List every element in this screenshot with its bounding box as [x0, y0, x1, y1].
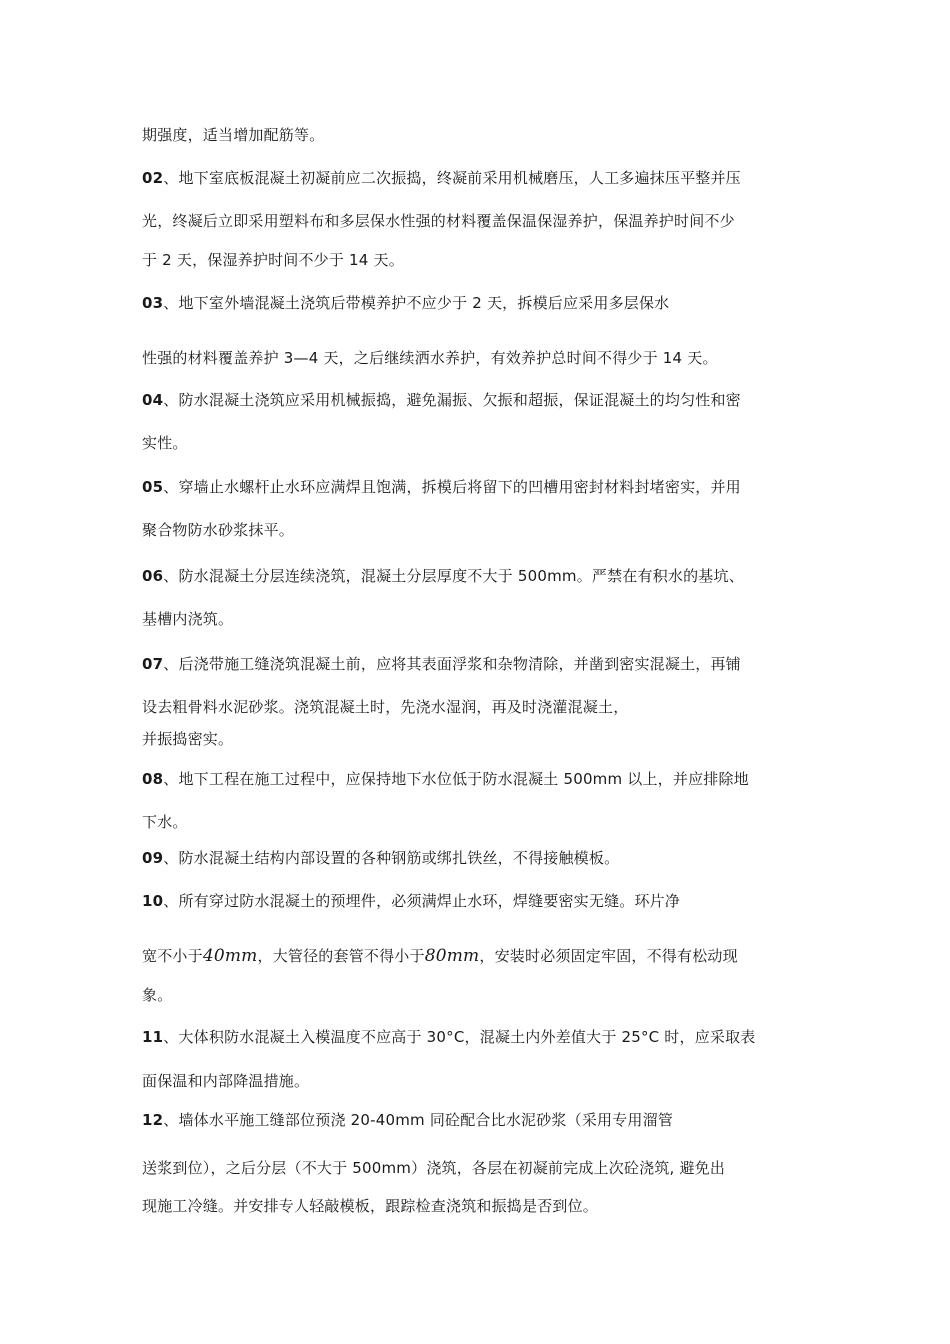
text-line [142, 946, 738, 966]
item-number: 07 [142, 655, 164, 673]
text-line [142, 348, 718, 368]
line-text: 面保温和内部降温措施。 [142, 1072, 310, 1090]
item-09 [142, 848, 619, 868]
text-line [142, 985, 172, 1005]
item-number: 05 [142, 478, 164, 496]
text-line [142, 1196, 598, 1216]
line-text: ，大管径的套管不得小于 [257, 947, 425, 965]
line-text: 于 2 天，保湿养护时间不少于 14 天。 [142, 251, 404, 269]
item-06 [142, 566, 744, 586]
line-text: ，安装时必须固定牢固，不得有松动现 [479, 947, 738, 965]
line-text: 下水。 [142, 813, 188, 831]
text-line [142, 1071, 309, 1091]
line-text: 、防水混凝土浇筑应采用机械振捣，避免漏振、欠振和超振，保证混凝土的均匀性和密 [163, 391, 741, 409]
line-text: 实性。 [142, 434, 188, 452]
item-number: 06 [142, 567, 164, 585]
item-11 [142, 1027, 756, 1047]
item-03 [142, 293, 669, 313]
text-line [142, 1158, 725, 1178]
line-text: 、所有穿过防水混凝土的预埋件，必须满焊止水环，焊缝要密实无缝。环片净 [163, 892, 681, 910]
text-line [142, 433, 188, 453]
line-text: 送浆到位），之后分层（不大于 500mm）浇筑，各层在初凝前完成上次砼浇筑, 避免出 [142, 1159, 726, 1177]
item-12 [142, 1110, 673, 1130]
math-value: 80mm [424, 946, 480, 966]
item-10 [142, 891, 680, 911]
line-text: 并振捣密实。 [142, 730, 234, 748]
text-line [142, 729, 233, 749]
item-number: 08 [142, 770, 164, 788]
text-line [142, 250, 404, 270]
line-text: 、地下工程在施工过程中，应保持地下水位低于防水混凝土 500mm 以上，并应排除地 [163, 770, 749, 788]
item-number: 12 [142, 1111, 164, 1129]
line-text: 现施工冷缝。并安排专人轻敲模板，跟踪检查浇筑和振捣是否到位。 [142, 1197, 599, 1215]
text-line [142, 812, 188, 832]
line-text: 设去粗骨料水泥砂浆。浇筑混凝土时，先浇水湿润，再及时浇灌混凝土， [142, 698, 629, 716]
math-value: 40mm [202, 946, 258, 966]
line-text: 期强度，适当增加配筋等。 [142, 126, 325, 144]
text-line [142, 697, 628, 717]
line-text: 聚合物防水砂浆抹平。 [142, 521, 295, 539]
item-number: 03 [142, 294, 164, 312]
line-text: 基槽内浇筑。 [142, 610, 234, 628]
item-number: 11 [142, 1028, 164, 1046]
line-text: 宽不小于 [142, 947, 203, 965]
item-05 [142, 477, 741, 497]
line-text: 、后浇带施工缝浇筑混凝土前，应将其表面浮浆和杂物清除，并凿到密实混凝土，再铺 [163, 655, 741, 673]
text-line [142, 609, 233, 629]
line-text: 、穿墙止水螺杆止水环应满焊且饱满，拆模后将留下的凹槽用密封材料封堵密实，并用 [163, 478, 741, 496]
line-text: 、地下室外墙混凝土浇筑后带模养护不应少于 2 天，拆模后应采用多层保水 [163, 294, 670, 312]
item-number: 10 [142, 892, 164, 910]
line-text: 性强的材料覆盖养护 3—4 天，之后继续洒水养护，有效养护总时间不得少于 14 天。 [142, 349, 718, 367]
item-number: 09 [142, 849, 164, 867]
item-number: 02 [142, 169, 164, 187]
text-line [142, 520, 294, 540]
line-text: 光，终凝后立即采用塑料布和多层保水性强的材料覆盖保温保湿养护，保温养护时间不少 [142, 212, 735, 230]
text-line [142, 211, 735, 231]
line-text: 、墙体水平施工缝部位预浇 20-40mm 同砼配合比水泥砂浆（采用专用溜管 [163, 1111, 674, 1129]
line-text: 、地下室底板混凝土初凝前应二次振捣，终凝前采用机械磨压，人工多遍抹压平整并压 [163, 169, 741, 187]
item-02 [142, 168, 741, 188]
line-text: 、防水混凝土结构内部设置的各种钢筋或绑扎铁丝，不得接触模板。 [163, 849, 620, 867]
line-text: 、防水混凝土分层连续浇筑，混凝土分层厚度不大于 500mm。严禁在有积水的基坑、 [163, 567, 744, 585]
item-number: 04 [142, 391, 164, 409]
text-line [142, 125, 324, 145]
item-04 [142, 390, 741, 410]
line-text: 象。 [142, 986, 173, 1004]
line-text: 、大体积防水混凝土入模温度不应高于 30°C，混凝土内外差值大于 25°C 时，应采取表 [163, 1028, 756, 1046]
item-07 [142, 654, 741, 674]
item-08 [142, 769, 749, 789]
